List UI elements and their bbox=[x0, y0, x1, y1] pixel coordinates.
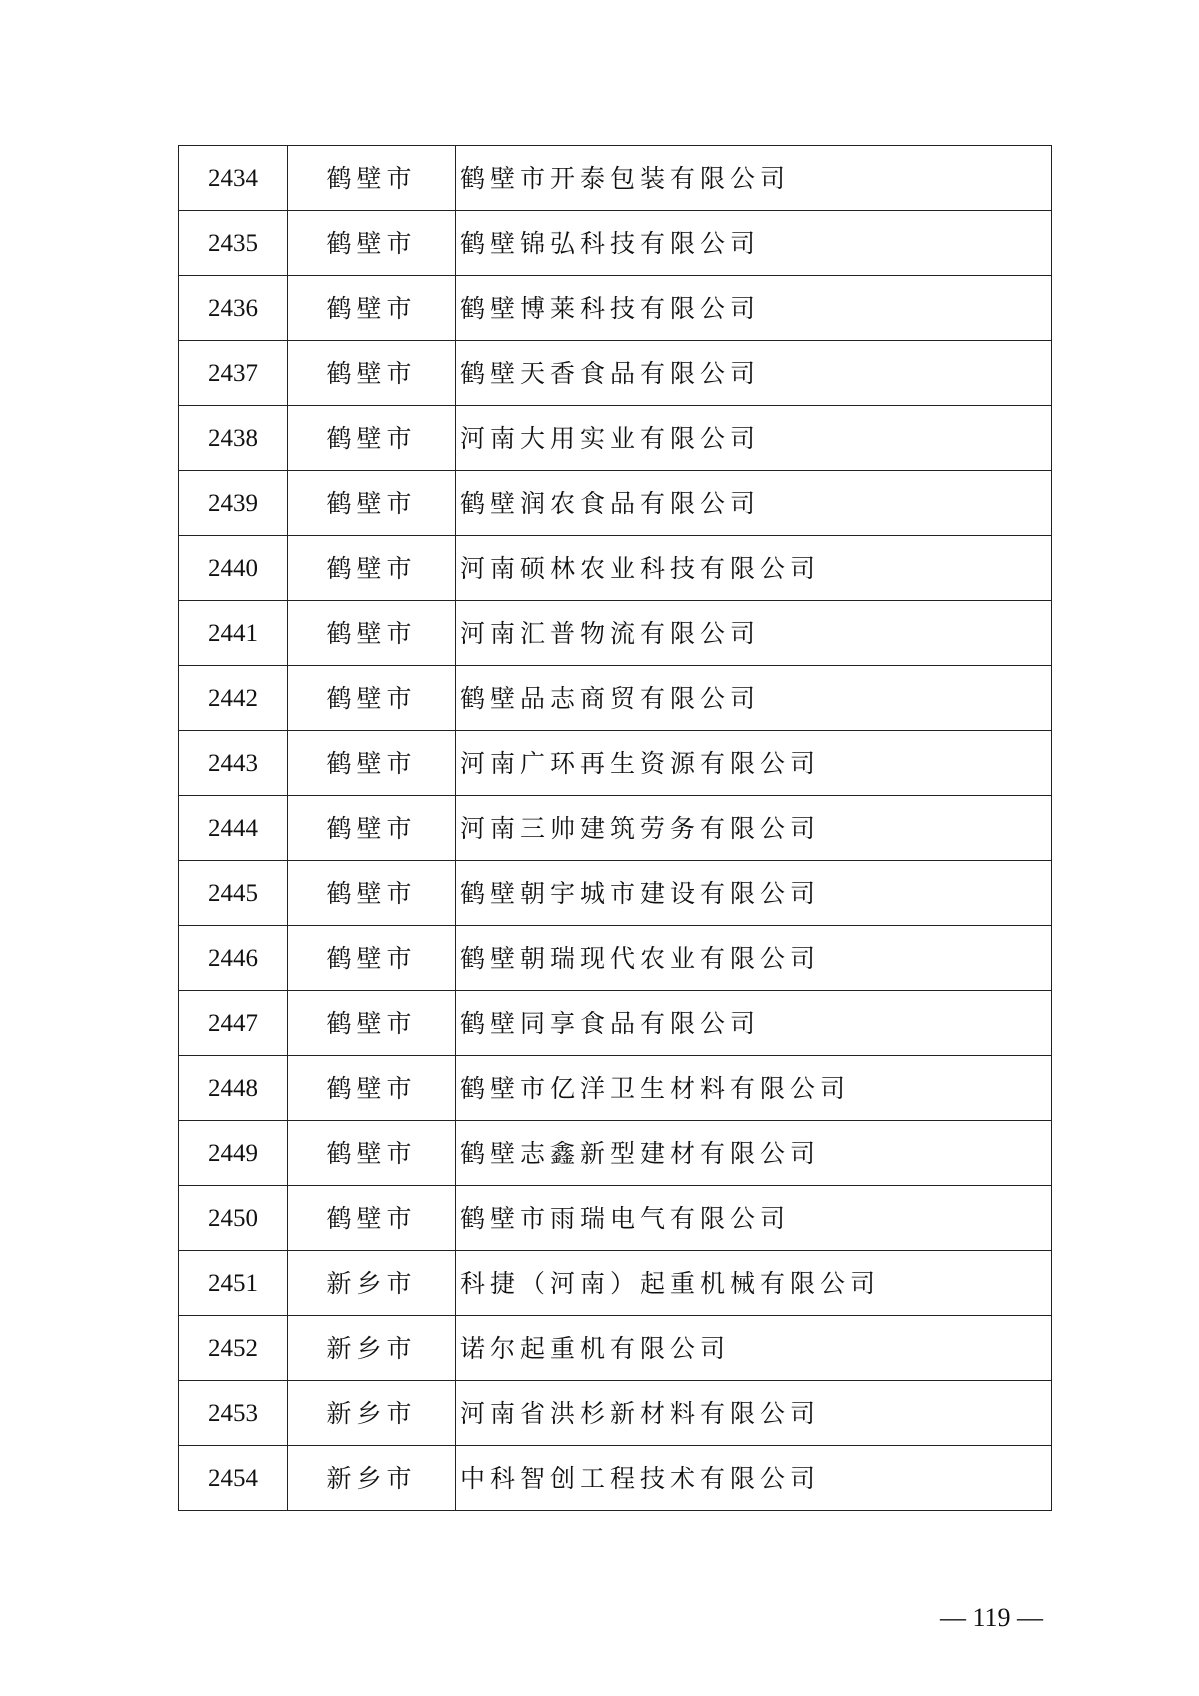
table-row bbox=[179, 536, 1052, 601]
row-number: 2440 bbox=[179, 536, 288, 601]
row-number: 2439 bbox=[179, 471, 288, 536]
row-city: 鹤壁市 bbox=[288, 406, 456, 471]
row-number: 2436 bbox=[179, 276, 288, 341]
row-company-name: 河南省洪杉新材料有限公司 bbox=[456, 1381, 1052, 1446]
row-city: 鹤壁市 bbox=[288, 1056, 456, 1121]
table-row bbox=[179, 601, 1052, 666]
row-city: 鹤壁市 bbox=[288, 276, 456, 341]
table-row bbox=[179, 796, 1052, 861]
row-company-name: 鹤壁天香食品有限公司 bbox=[456, 341, 1052, 406]
row-company-name: 河南三帅建筑劳务有限公司 bbox=[456, 796, 1052, 861]
table-row bbox=[179, 471, 1052, 536]
row-company-name: 鹤壁博莱科技有限公司 bbox=[456, 276, 1052, 341]
table-row bbox=[179, 211, 1052, 276]
row-number: 2449 bbox=[179, 1121, 288, 1186]
row-city: 鹤壁市 bbox=[288, 211, 456, 276]
table-body bbox=[179, 146, 1052, 1511]
row-number: 2434 bbox=[179, 146, 288, 211]
row-company-name: 鹤壁市亿洋卫生材料有限公司 bbox=[456, 1056, 1052, 1121]
row-city: 鹤壁市 bbox=[288, 1121, 456, 1186]
row-number: 2442 bbox=[179, 666, 288, 731]
row-number: 2435 bbox=[179, 211, 288, 276]
company-list-table bbox=[178, 145, 1052, 1511]
row-company-name: 河南大用实业有限公司 bbox=[456, 406, 1052, 471]
row-number: 2448 bbox=[179, 1056, 288, 1121]
row-company-name: 诺尔起重机有限公司 bbox=[456, 1316, 1052, 1381]
table-row bbox=[179, 1056, 1052, 1121]
row-number: 2450 bbox=[179, 1186, 288, 1251]
row-city: 鹤壁市 bbox=[288, 146, 456, 211]
table-row bbox=[179, 1446, 1052, 1511]
row-company-name: 河南硕林农业科技有限公司 bbox=[456, 536, 1052, 601]
row-city: 鹤壁市 bbox=[288, 991, 456, 1056]
row-number: 2447 bbox=[179, 991, 288, 1056]
row-city: 鹤壁市 bbox=[288, 601, 456, 666]
row-city: 鹤壁市 bbox=[288, 471, 456, 536]
table-row bbox=[179, 731, 1052, 796]
row-company-name: 鹤壁志鑫新型建材有限公司 bbox=[456, 1121, 1052, 1186]
row-number: 2451 bbox=[179, 1251, 288, 1316]
row-city: 鹤壁市 bbox=[288, 861, 456, 926]
table-row bbox=[179, 1316, 1052, 1381]
row-company-name: 中科智创工程技术有限公司 bbox=[456, 1446, 1052, 1511]
row-company-name: 鹤壁锦弘科技有限公司 bbox=[456, 211, 1052, 276]
row-company-name: 鹤壁润农食品有限公司 bbox=[456, 471, 1052, 536]
row-city: 新乡市 bbox=[288, 1381, 456, 1446]
row-number: 2443 bbox=[179, 731, 288, 796]
row-company-name: 河南汇普物流有限公司 bbox=[456, 601, 1052, 666]
row-city: 鹤壁市 bbox=[288, 1186, 456, 1251]
row-city: 新乡市 bbox=[288, 1251, 456, 1316]
row-city: 鹤壁市 bbox=[288, 926, 456, 991]
row-city: 新乡市 bbox=[288, 1316, 456, 1381]
row-company-name: 鹤壁朝瑞现代农业有限公司 bbox=[456, 926, 1052, 991]
row-number: 2444 bbox=[179, 796, 288, 861]
row-city: 新乡市 bbox=[288, 1446, 456, 1511]
table-row bbox=[179, 1251, 1052, 1316]
row-company-name: 科捷（河南）起重机械有限公司 bbox=[456, 1251, 1052, 1316]
row-number: 2453 bbox=[179, 1381, 288, 1446]
table-row bbox=[179, 666, 1052, 731]
row-city: 鹤壁市 bbox=[288, 731, 456, 796]
page-number: — 119 — bbox=[940, 1603, 1044, 1632]
row-company-name: 鹤壁市雨瑞电气有限公司 bbox=[456, 1186, 1052, 1251]
row-company-name: 鹤壁品志商贸有限公司 bbox=[456, 666, 1052, 731]
row-number: 2437 bbox=[179, 341, 288, 406]
table-row bbox=[179, 276, 1052, 341]
table-row bbox=[179, 861, 1052, 926]
row-number: 2445 bbox=[179, 861, 288, 926]
table-row bbox=[179, 406, 1052, 471]
row-city: 鹤壁市 bbox=[288, 341, 456, 406]
row-number: 2454 bbox=[179, 1446, 288, 1511]
row-company-name: 鹤壁朝宇城市建设有限公司 bbox=[456, 861, 1052, 926]
table-row bbox=[179, 341, 1052, 406]
row-city: 鹤壁市 bbox=[288, 666, 456, 731]
row-city: 鹤壁市 bbox=[288, 796, 456, 861]
table-row bbox=[179, 1186, 1052, 1251]
row-company-name: 河南广环再生资源有限公司 bbox=[456, 731, 1052, 796]
row-company-name: 鹤壁同享食品有限公司 bbox=[456, 991, 1052, 1056]
row-number: 2438 bbox=[179, 406, 288, 471]
row-number: 2441 bbox=[179, 601, 288, 666]
row-number: 2446 bbox=[179, 926, 288, 991]
row-city: 鹤壁市 bbox=[288, 536, 456, 601]
table-row bbox=[179, 1121, 1052, 1186]
row-company-name: 鹤壁市开泰包装有限公司 bbox=[456, 146, 1052, 211]
table-row bbox=[179, 991, 1052, 1056]
table-row bbox=[179, 926, 1052, 991]
row-number: 2452 bbox=[179, 1316, 288, 1381]
table-row bbox=[179, 146, 1052, 211]
table-row bbox=[179, 1381, 1052, 1446]
